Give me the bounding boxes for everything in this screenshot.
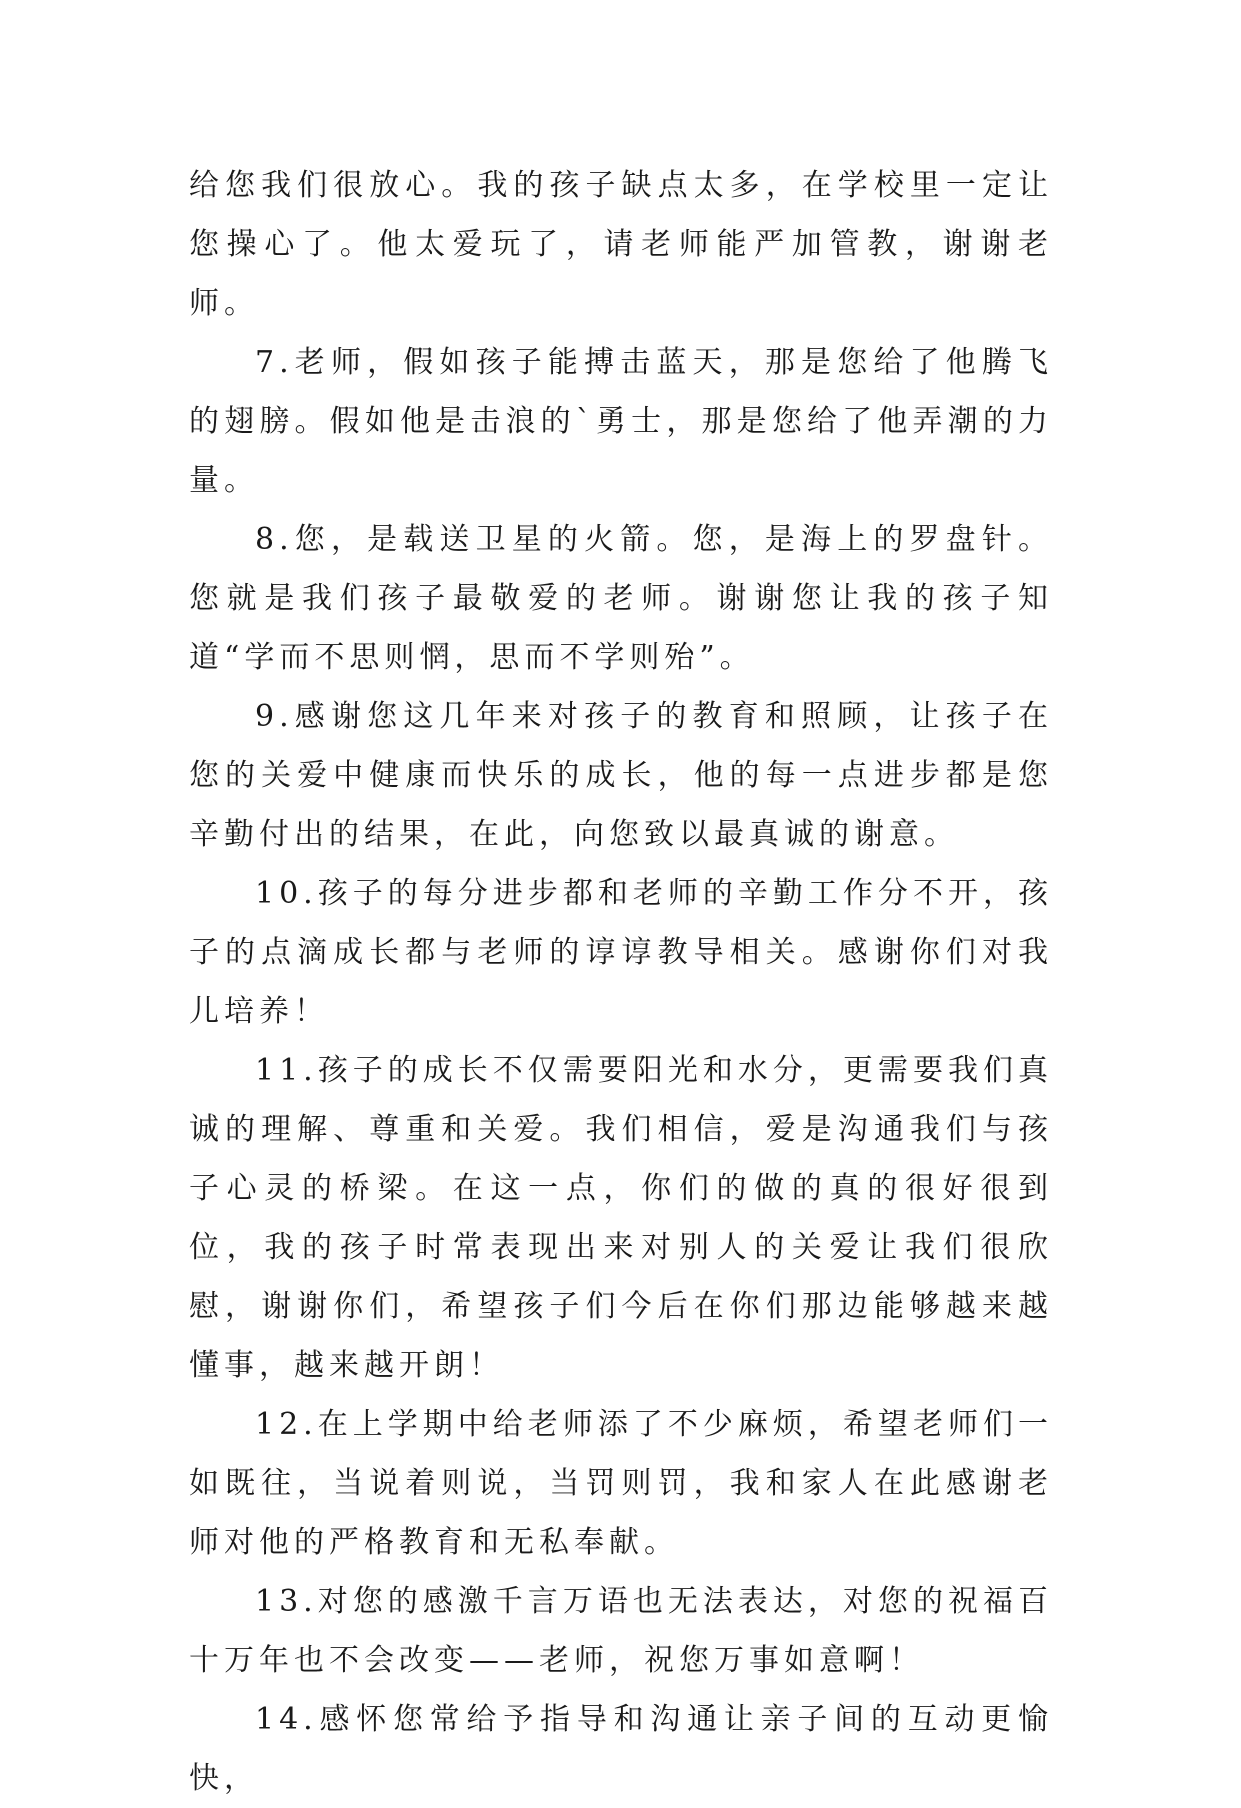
paragraph-item-11: 11.孩子的成长不仅需要阳光和水分，更需要我们真诚的理解、尊重和关爱。我们相信，爱是沟通我们与孩子心灵的桥梁。在这一点，你们的做的真的很好很到位，我的孩子时常表现出来对别人的关爱让我们很欣慰，谢谢你们，希望孩子们今后在你们那边能够越来越懂事，越来越开朗！	[189, 1053, 1053, 1383]
paragraph-item-13: 13.对您的感激千言万语也无法表达，对您的祝福百十万年也不会改变——老师，祝您万事如意啊！	[189, 1584, 1053, 1678]
paragraph-continuation: 给您我们很放心。我的孩子缺点太多，在学校里一定让您操心了。他太爱玩了，请老师能严加管教，谢谢老师。	[189, 168, 1053, 321]
paragraph-item-14: 14.感怀您常给予指导和沟通让亲子间的互动更愉快，	[189, 1702, 1053, 1796]
paragraph-item-9: 9.感谢您这几年来对孩子的教育和照顾，让孩子在您的关爱中健康而快乐的成长，他的每一点进步都是您辛勤付出的结果，在此，向您致以最真诚的谢意。	[189, 699, 1053, 852]
paragraph-item-12: 12.在上学期中给老师添了不少麻烦，希望老师们一如既往，当说着则说，当罚则罚，我和家人在此感谢老师对他的严格教育和无私奉献。	[189, 1407, 1053, 1560]
paragraph-item-10: 10.孩子的每分进步都和老师的辛勤工作分不开，孩子的点滴成长都与老师的谆谆教导相关。感谢你们对我儿培养！	[189, 876, 1053, 1029]
document-body	[189, 156, 1053, 1808]
paragraph-item-8: 8.您，是载送卫星的火箭。您，是海上的罗盘针。您就是我们孩子最敬爱的老师。谢谢您让我的孩子知道“学而不思则惘，思而不学则殆”。	[189, 522, 1053, 675]
paragraph-item-7: 7.老师，假如孩子能搏击蓝天，那是您给了他腾飞的翅膀。假如他是击浪的`勇士，那是您给了他弄潮的力量。	[189, 345, 1053, 498]
